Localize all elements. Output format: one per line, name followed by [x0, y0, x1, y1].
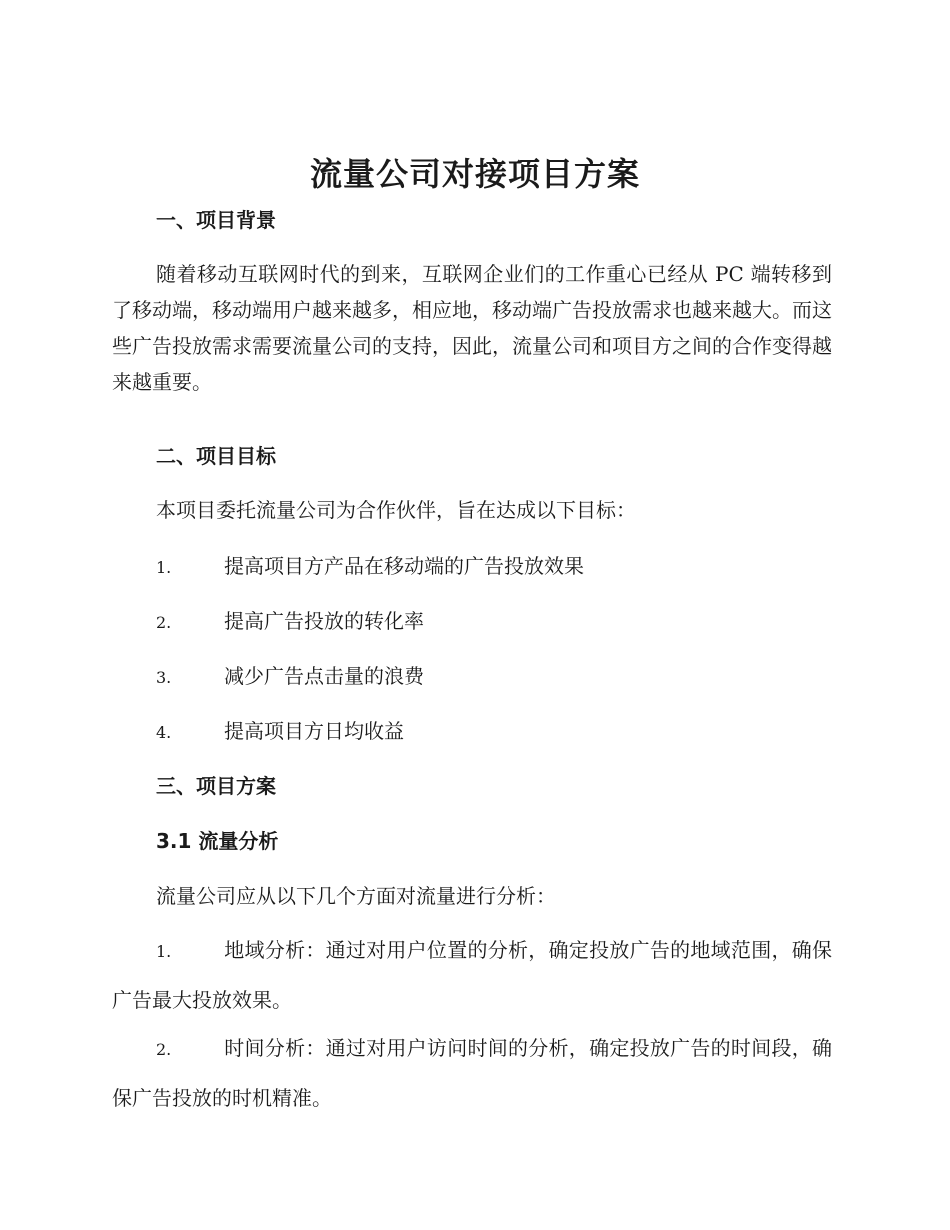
- list-text: 减少广告点击量的浪费: [224, 664, 424, 688]
- analysis-item: [112, 1024, 832, 1122]
- list-text: 提高项目方日均收益: [224, 719, 404, 743]
- section-heading-plan: 三、项目方案: [156, 774, 276, 798]
- list-number: 2.: [156, 1040, 172, 1059]
- list-text: 提高广告投放的转化率: [224, 609, 424, 633]
- analysis-item: [112, 926, 832, 1024]
- section-heading-background: 一、项目背景: [156, 208, 276, 232]
- goals-intro: 本项目委托流量公司为合作伙伴，旨在达成以下目标：: [156, 498, 636, 522]
- section-heading-goals: 二、项目目标: [156, 444, 276, 468]
- list-text: 地域分析：通过对用户位置的分析，确定投放广告的地域范围，确保广告最大投放效果。: [112, 938, 832, 1012]
- goal-item: [156, 551, 584, 583]
- subsection-heading-traffic-analysis: 3.1 流量分析: [156, 829, 279, 853]
- document-title: 流量公司对接项目方案: [309, 155, 640, 193]
- goal-item: [156, 716, 404, 748]
- list-number: 2.: [156, 613, 172, 632]
- traffic-analysis-intro: 流量公司应从以下几个方面对流量进行分析：: [156, 884, 556, 908]
- background-paragraph: 随着移动互联网时代的到来，互联网企业们的工作重心已经从 PC 端转移到了移动端，移动端用户越来越多，相应地，移动端广告投放需求也越来越大。而这些广告投放需求需要流量公司的支持，因此，流量公司和项目方之间的合作变得越来越重要。: [112, 262, 832, 394]
- list-text: 提高项目方产品在移动端的广告投放效果: [224, 554, 584, 578]
- list-number: 1.: [156, 558, 172, 577]
- list-number: 4.: [156, 723, 172, 742]
- goal-item: [156, 606, 424, 638]
- list-number: 3.: [156, 668, 172, 687]
- list-text: 时间分析：通过对用户访问时间的分析，确定投放广告的时间段，确保广告投放的时机精准。: [112, 1036, 832, 1110]
- goal-item: [156, 661, 424, 693]
- list-number: 1.: [156, 942, 172, 961]
